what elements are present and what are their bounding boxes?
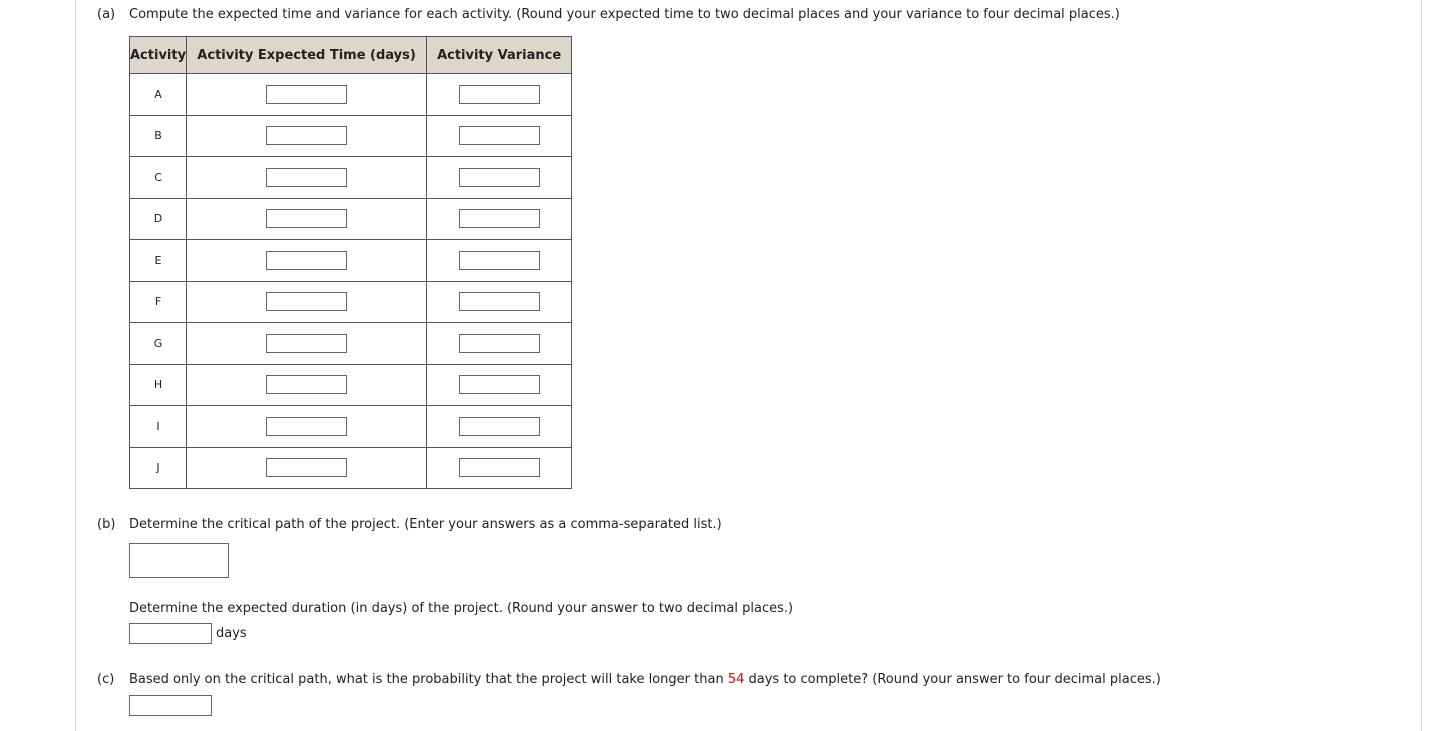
expected-time-input[interactable] [266, 126, 347, 145]
table-row [130, 74, 572, 116]
part-c-instruction [129, 672, 1161, 687]
part-a-label: (a) [97, 7, 116, 22]
table-row [130, 281, 572, 323]
activity-name-cell: F [130, 281, 187, 323]
duration-instruction: Determine the expected duration (in days) of the project. (Round your answer to two decimal places.) [129, 601, 794, 616]
variance-input[interactable] [459, 334, 540, 353]
activity-table [129, 36, 572, 489]
table-row [130, 157, 572, 199]
table-row [130, 323, 572, 365]
variance-input[interactable] [459, 168, 540, 187]
highlighted-days-value: 54 [727, 672, 745, 687]
expected-duration-input[interactable] [129, 623, 212, 644]
part-c-label: (c) [97, 672, 115, 687]
expected-time-input[interactable] [266, 417, 347, 436]
activity-name-cell: I [130, 406, 187, 448]
expected-time-input[interactable] [266, 292, 347, 311]
variance-input[interactable] [459, 292, 540, 311]
expected-time-cell [187, 406, 427, 448]
expected-time-cell [187, 447, 427, 489]
table-row [130, 240, 572, 282]
duration-unit-label: days [216, 626, 247, 641]
variance-cell [427, 447, 572, 489]
expected-time-input[interactable] [266, 375, 347, 394]
variance-cell [427, 364, 572, 406]
variance-cell [427, 74, 572, 116]
table-body [130, 74, 572, 489]
activity-name-cell: D [130, 198, 187, 240]
variance-cell [427, 323, 572, 365]
variance-input[interactable] [459, 458, 540, 477]
activity-name-cell: E [130, 240, 187, 282]
part-b-label: (b) [97, 517, 116, 532]
expected-time-cell [187, 281, 427, 323]
expected-time-cell [187, 157, 427, 199]
variance-cell [427, 198, 572, 240]
expected-time-cell [187, 74, 427, 116]
part-c-text-after: days to complete? (Round your answer to four decimal places.) [748, 672, 1161, 687]
variance-cell [427, 115, 572, 157]
table-row [130, 406, 572, 448]
variance-cell [427, 157, 572, 199]
activity-name-cell: B [130, 115, 187, 157]
expected-time-input[interactable] [266, 209, 347, 228]
expected-time-cell [187, 364, 427, 406]
expected-time-cell [187, 323, 427, 365]
table-row [130, 198, 572, 240]
activity-name-cell: J [130, 447, 187, 489]
part-c-text-before: Based only on the critical path, what is the probability that the project will take longer than [129, 672, 724, 687]
expected-time-cell [187, 198, 427, 240]
header-variance: Activity Variance [427, 37, 572, 74]
expected-time-input[interactable] [266, 334, 347, 353]
activity-name-cell: H [130, 364, 187, 406]
expected-time-input[interactable] [266, 168, 347, 187]
variance-cell [427, 240, 572, 282]
expected-time-input[interactable] [266, 85, 347, 104]
activity-name-cell: G [130, 323, 187, 365]
variance-input[interactable] [459, 375, 540, 394]
header-expected-time: Activity Expected Time (days) [187, 37, 427, 74]
variance-input[interactable] [459, 417, 540, 436]
table-row [130, 115, 572, 157]
table-row [130, 364, 572, 406]
variance-input[interactable] [459, 209, 540, 228]
activity-name-cell: C [130, 157, 187, 199]
variance-cell [427, 281, 572, 323]
table-row [130, 447, 572, 489]
critical-path-input[interactable] [129, 543, 229, 578]
activity-name-cell: A [130, 74, 187, 116]
variance-input[interactable] [459, 126, 540, 145]
expected-time-cell [187, 115, 427, 157]
expected-time-cell [187, 240, 427, 282]
part-a-instruction: Compute the expected time and variance for each activity. (Round your expected time to two decimal places and your variance to four decimal places.) [129, 7, 1120, 22]
part-b-instruction: Determine the critical path of the project. (Enter your answers as a comma-separated list.) [129, 517, 722, 532]
header-activity: Activity [130, 37, 187, 74]
probability-input[interactable] [129, 695, 212, 716]
variance-input[interactable] [459, 251, 540, 270]
variance-cell [427, 406, 572, 448]
variance-input[interactable] [459, 85, 540, 104]
expected-time-input[interactable] [266, 251, 347, 270]
table-header-row [130, 37, 572, 74]
expected-time-input[interactable] [266, 458, 347, 477]
